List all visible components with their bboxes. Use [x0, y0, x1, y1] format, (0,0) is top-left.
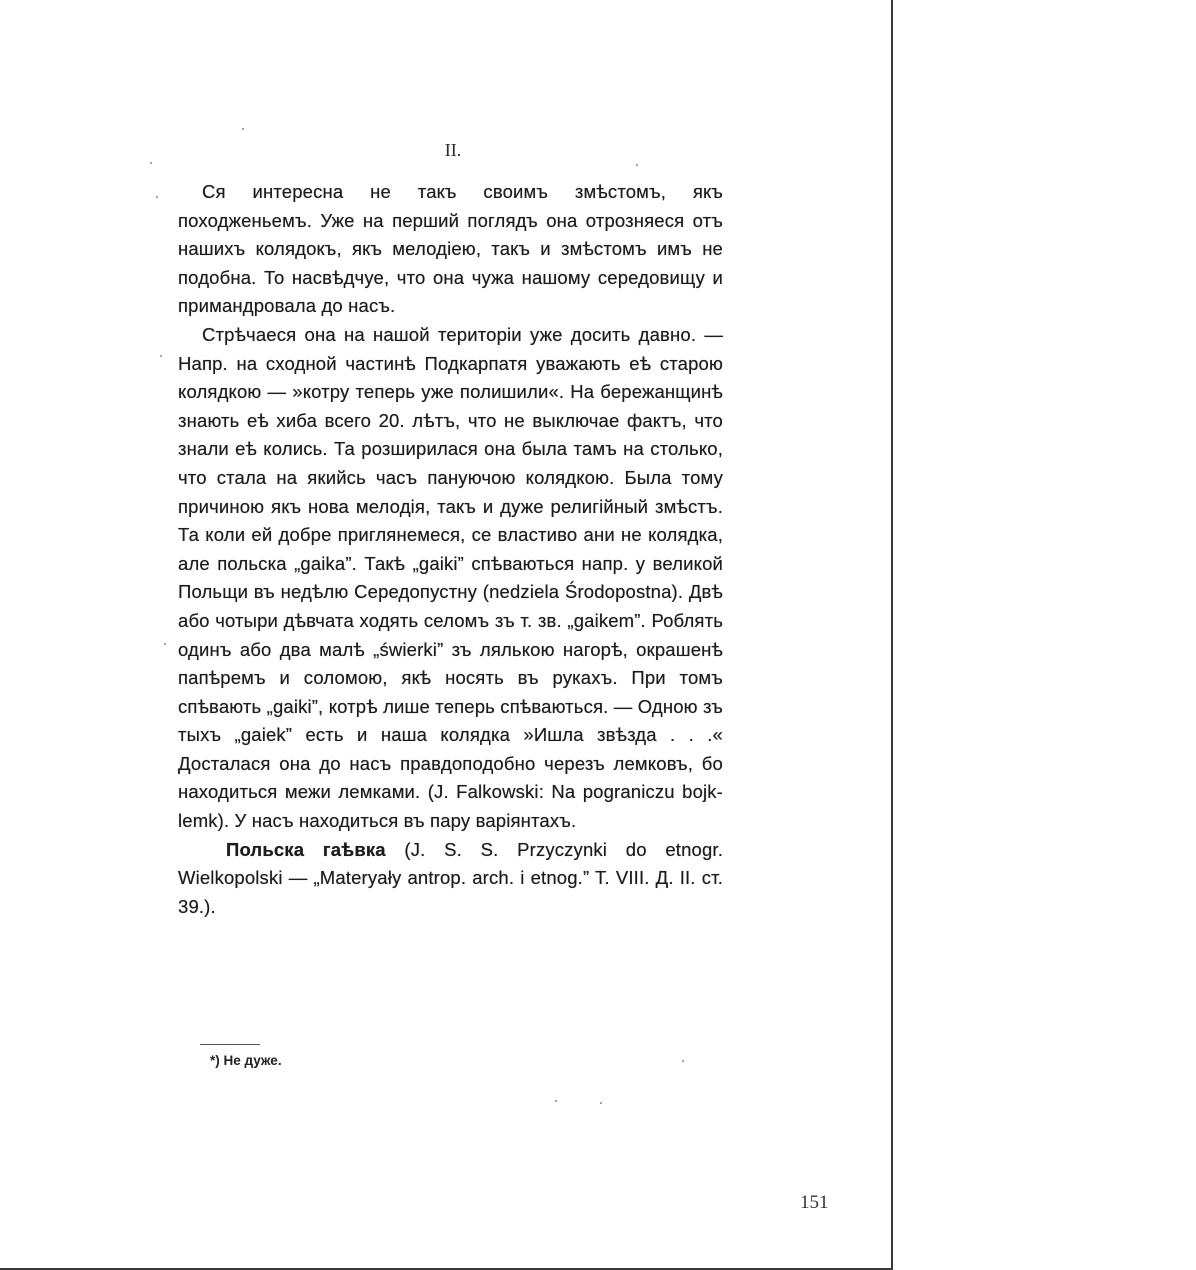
paragraph-3-text: (J. S. S. Przyczynki do etnogr. Wielkopolski — „Materyały antrop. arch. i etnog.” T. VIII. Д. II. ст. 39.).	[178, 838, 723, 917]
scan-speck	[682, 1060, 684, 1062]
body-text	[178, 178, 723, 921]
paragraph-2: Стрѣчаеся она на нашой територіи уже досить давно. — Напр. на сходной частинѣ Подкарпатя уважають еѣ старою колядкою — »котру теперь уже полишили«. На бережанщинѣ знають еѣ хиба всего 20. лѣтъ, что не выключае фактъ, что знали еѣ колись. Та розширилася она была тамъ на столько, что стала на якийсь часъ пануючою колядкою. Была тому причиною якъ нова мелодія, такъ и дуже религійный змѣстъ. Та коли ей добре приглянемеся, се властиво ани не колядка, але польска „gaika”. Такѣ „gaiki” спѣваються напр. у великой Польщи въ недѣлю Середопустну (nedziela Środopostna). Двѣ або чотыри дѣвчата ходять селомъ зъ т. зв. „gaikem”. Роблять одинъ або два малѣ „świerki” зъ лялькою нагорѣ, окрашенѣ папѣремъ и соломою, якѣ носять въ рукахъ. При томъ спѣвають „gaiki”, котрѣ лише теперь спѣваються. — Одною зъ тыхъ „gaiek” есть и наша колядка »Ишла звѣзда . . .« Досталася она до насъ правдоподобно черезъ лемковъ, бо находиться межи лемками. (J. Falkowski: Na pograniczu bojk-lemk). У насъ находиться въ пару варіянтахъ.	[178, 323, 723, 832]
page-number: 151	[800, 1192, 829, 1213]
scan-speck	[150, 162, 152, 164]
footnote-rule	[200, 1044, 260, 1045]
scan-speck	[555, 1100, 557, 1102]
scan-speck	[600, 1102, 602, 1104]
footnote: *) Не дуже.	[210, 1053, 282, 1068]
paragraph-3-bold-lead: Польска гаѣвка	[226, 838, 386, 860]
scan-speck	[636, 164, 638, 166]
paragraph-3	[178, 836, 723, 922]
section-heading: II.	[444, 140, 462, 160]
paragraph-1: Ся интересна не такъ своимъ змѣстомъ, якъ походженьемъ. Уже на перший поглядъ она отрозняеся отъ нашихъ колядокъ, якъ мелодіею, такъ и змѣстомъ имъ не подобна. То насвѣдчуе, что она чужа нашому середовищу и примандровала до насъ.	[178, 181, 723, 317]
scan-speck	[156, 196, 158, 198]
scan-speck	[160, 355, 162, 357]
scan-speck	[242, 128, 244, 130]
scan-speck	[164, 643, 166, 645]
